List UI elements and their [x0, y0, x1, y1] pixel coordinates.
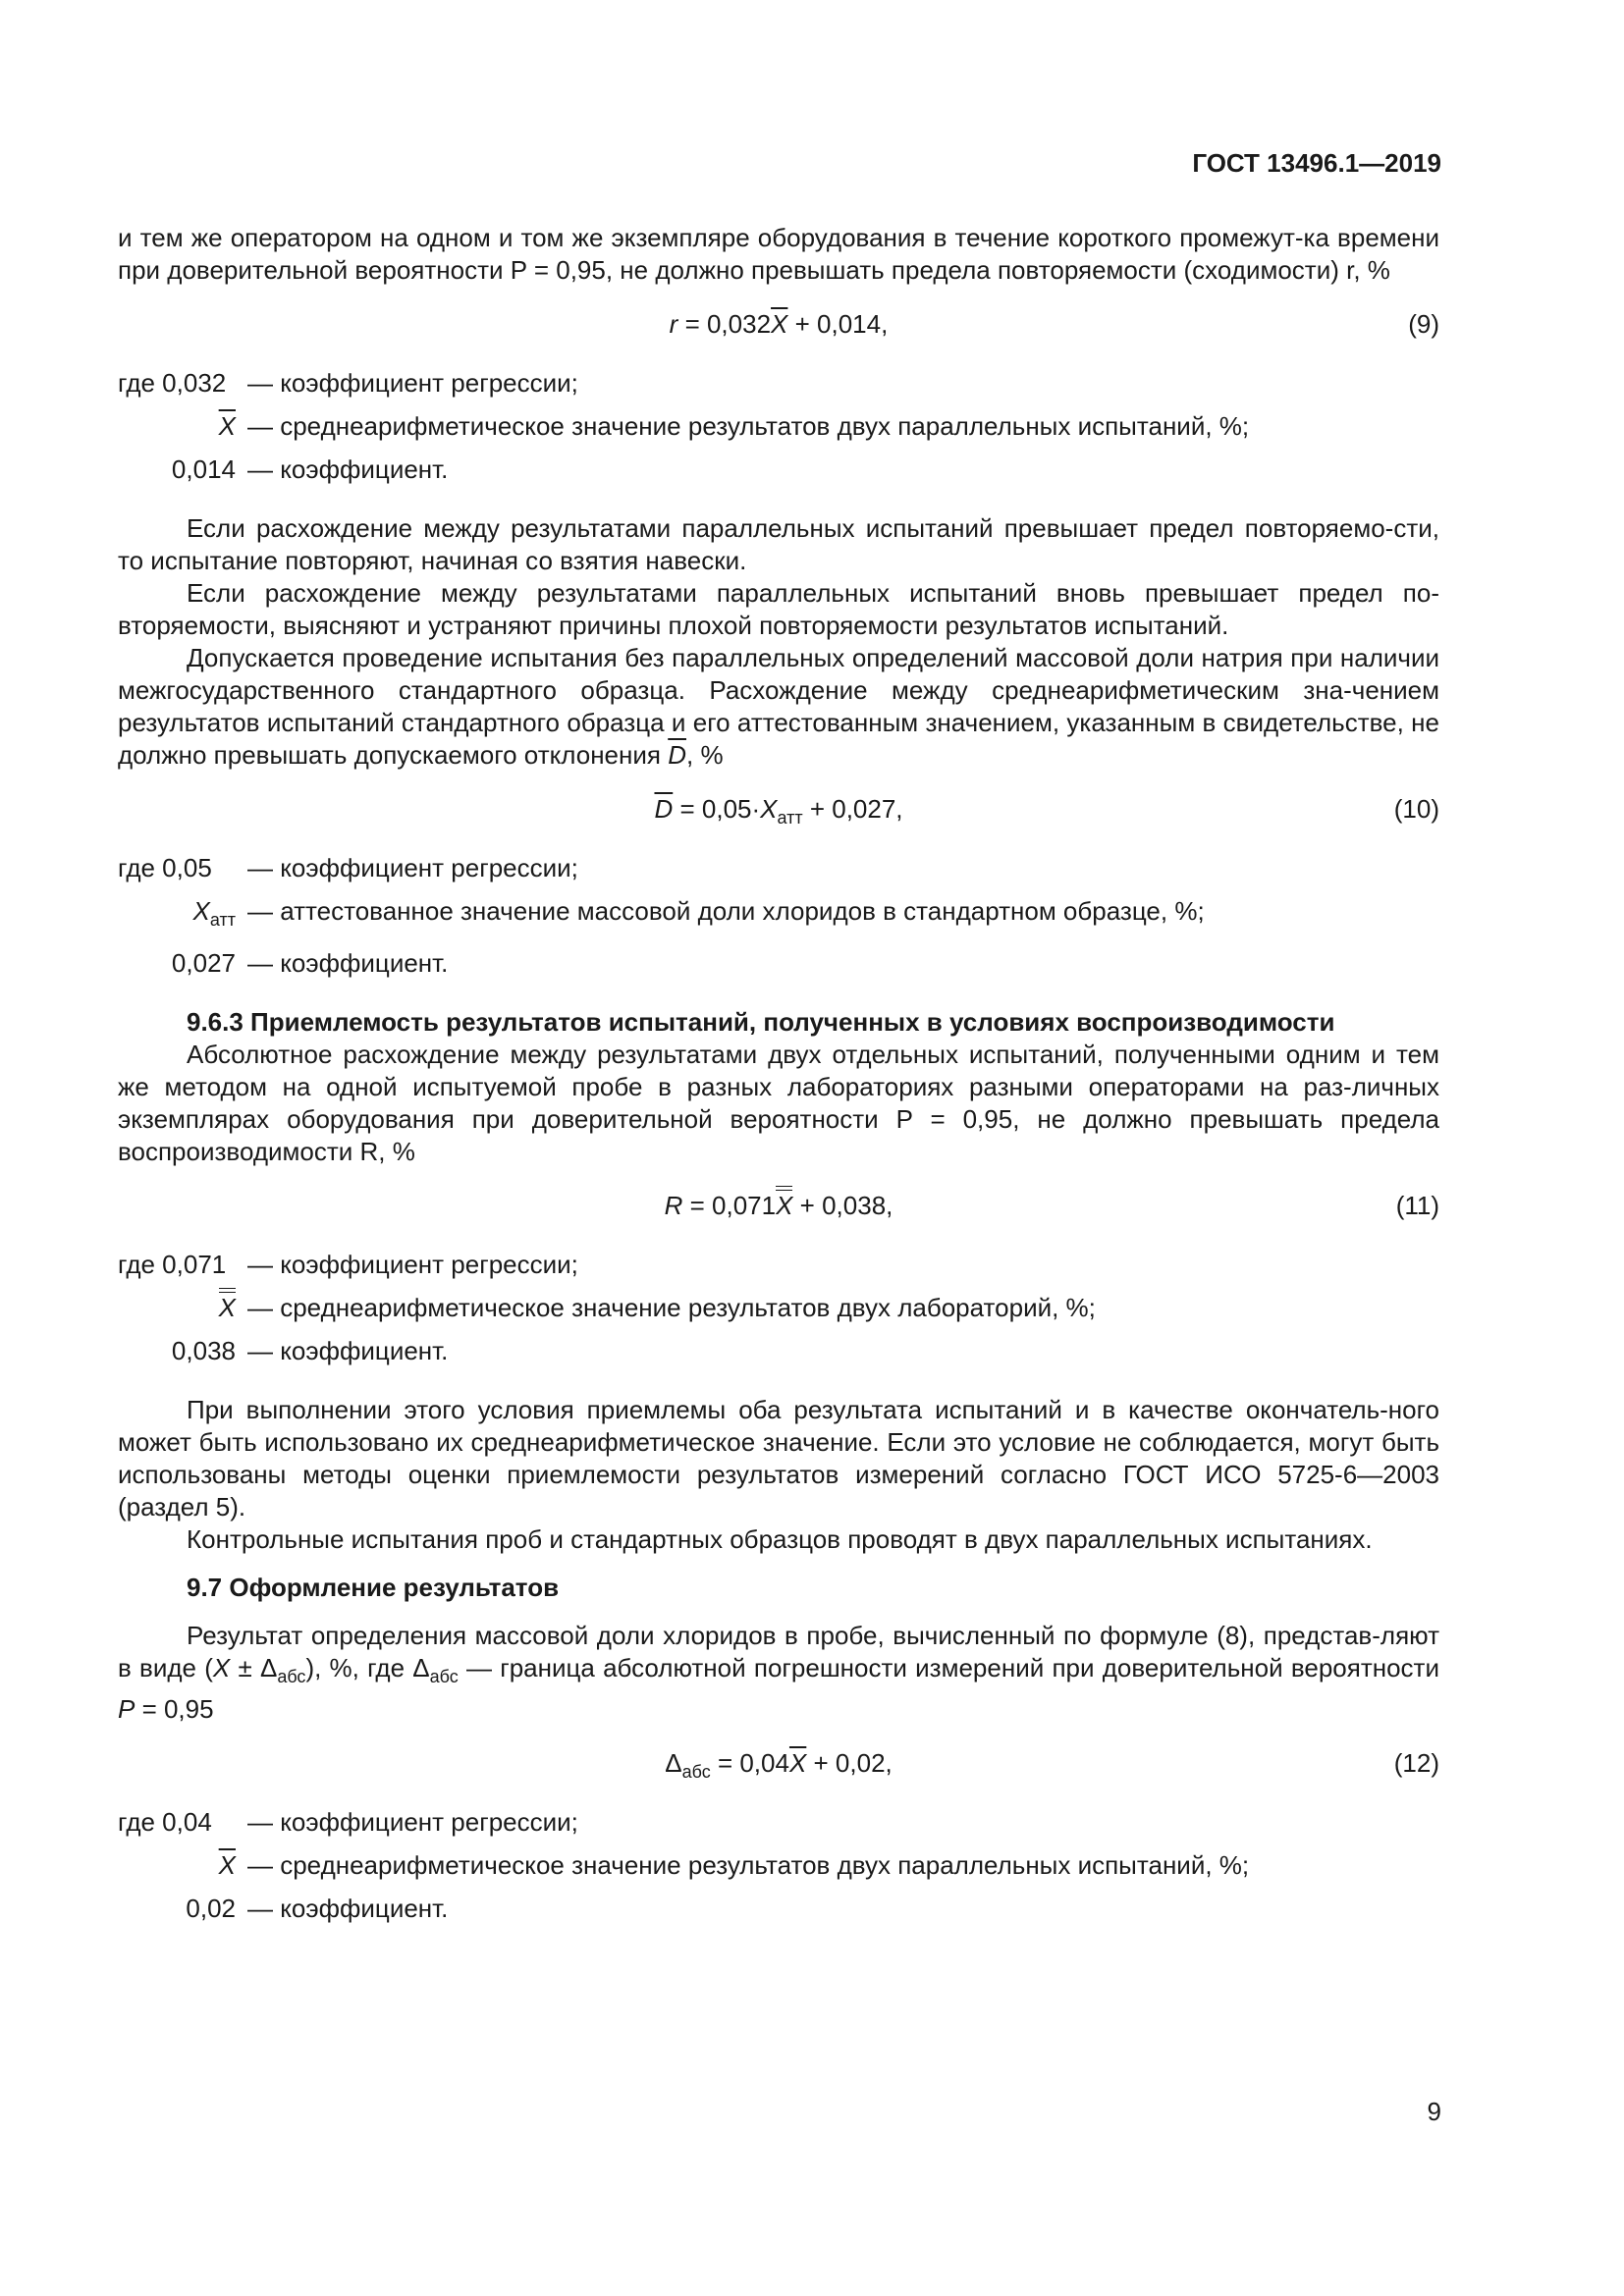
formula-12-eq: = 0,04: [710, 1748, 789, 1779]
section-heading-9-7: 9.7 Оформление результатов: [187, 1573, 560, 1603]
legend-row: [118, 1849, 1439, 1882]
legend-label: где 0,05: [118, 853, 212, 882]
legend-text: — коэффициент.: [247, 454, 449, 484]
legend-row: [118, 1335, 1439, 1367]
legend-text: — коэффициент регрессии;: [247, 853, 578, 882]
section-heading-9-6-3: 9.6.3 Приемлемость результатов испытаний, полученных в условиях воспроизводимости: [187, 1007, 1335, 1038]
legend-row: [118, 1806, 1439, 1839]
legend-text: — коэффициент регрессии;: [247, 1250, 578, 1280]
formula-11: [118, 1190, 1439, 1229]
formula-9-rest: + 0,014,: [787, 309, 889, 339]
formula-10-rest: + 0,027,: [802, 794, 903, 824]
formula-9-var: $\overline{X}$: [771, 309, 788, 339]
formula-11-rest: + 0,038,: [792, 1191, 893, 1221]
formula-11-var: X: [776, 1191, 793, 1221]
paragraph-4: Допускается проведение испытания без параллельных определений массовой доли натрия при наличии межгосударственного стандартного образца. Расхождение между среднеарифметическим зна-чением результатов испытаний стандартного образца и его аттестованным значением, указанным в свидетельстве, не должно превышать допускаемого отклонения $\overline{D}$, %: [118, 643, 1439, 770]
formula-10-number: (10): [1393, 794, 1439, 824]
page-number: 9: [1427, 2097, 1441, 2126]
formula-10: [118, 793, 1439, 832]
formula-10-eq: = 0,05·: [673, 794, 761, 824]
legend-row: [118, 1292, 1439, 1324]
document-header: ГОСТ 13496.1—2019: [1192, 148, 1441, 178]
formula-12-number: (12): [1393, 1748, 1439, 1779]
formula-10-lhs: $\overline{D}$: [654, 794, 674, 824]
legend-row: [118, 410, 1439, 443]
formula-9-eq: = 0,032: [677, 309, 772, 339]
legend-text: — среднеарифметическое значение результатов двух параллельных испытаний, %;: [247, 411, 1250, 441]
formula-9-lhs: r: [669, 309, 678, 339]
formula-11-lhs: R: [664, 1191, 683, 1221]
legend-12: [118, 1806, 1439, 1925]
legend-text: — коэффициент регрессии;: [247, 1807, 578, 1838]
legend-label: $\overline{X}$: [218, 411, 236, 441]
legend-9: [118, 367, 1439, 486]
legend-text: — коэффициент.: [247, 1336, 449, 1366]
legend-label: 0,02: [186, 1894, 236, 1924]
legend-text: — среднеарифметическое значение результатов двух параллельных испытаний, %;: [247, 1850, 1250, 1881]
document-body: [118, 222, 1439, 1936]
legend-row: [118, 895, 1439, 936]
legend-label: $\overline{X}$: [218, 1850, 236, 1881]
legend-label: где 0,04: [118, 1807, 212, 1838]
legend-label: X: [218, 1293, 236, 1323]
legend-text: — аттестованное значение массовой доли хлоридов в стандартном образце, %;: [247, 896, 1205, 926]
paragraph-1: и тем же оператором на одном и том же экземпляре оборудования в течение короткого промежут-ка времени при доверительной вероятности P = 0,95, не должно превышать предела повторяемости (сходимости) r, %: [118, 223, 1439, 285]
legend-label: 0,014: [171, 454, 236, 484]
legend-label: $X_{атт}$: [192, 896, 236, 931]
paragraph-8: Результат определения массовой доли хлоридов в пробе, вычисленный по формуле (8), представ-ляют в виде $(X \pm \Delta_{абс})$, %, где $\Delta_{абс}$ — граница абсолютной погрешности измерений при доверительной вероятности P = 0,95: [118, 1621, 1439, 1725]
legend-label: где 0,032: [118, 368, 227, 398]
paragraph-6: При выполнении этого условия приемлемы оба результата испытаний и в качестве окончатель-ного может быть использовано их среднеарифметическое значение. Если это условие не соблюдается, могут быть использованы методы оценки приемлемости результатов измерений согласно ГОСТ ИСО 5725-6—2003 (раздел 5).: [118, 1395, 1439, 1522]
paragraph-5: Абсолютное расхождение между результатами двух отдельных испытаний, полученными одним и тем же методом на одной испытуемой пробе в разных лабораториях разными операторами на раз-личных экземплярах оборудования при доверительной вероятности P = 0,95, не должно превышать предела воспроизводимости R, %: [118, 1040, 1439, 1167]
legend-label: где 0,071: [118, 1250, 227, 1280]
legend-11: [118, 1249, 1439, 1367]
legend-text: — коэффициент.: [247, 1894, 449, 1924]
formula-11-number: (11): [1395, 1191, 1439, 1221]
legend-row: [118, 852, 1439, 884]
formula-12-sub: абс: [681, 1762, 711, 1783]
paragraph-7: Контрольные испытания проб и стандартных образцов проводят в двух параллельных испытаниях.: [187, 1524, 1373, 1555]
formula-12: [118, 1747, 1439, 1787]
legend-text: — коэффициент регрессии;: [247, 368, 578, 398]
formula-9: [118, 308, 1439, 347]
legend-row: [118, 1249, 1439, 1281]
legend-row: [118, 367, 1439, 400]
legend-row: [118, 947, 1439, 980]
paragraph-3: Если расхождение между результатами параллельных испытаний вновь превышает предел по-вторяемости, выясняют и устраняют причины плохой повторяемости результатов испытаний.: [118, 578, 1439, 640]
legend-row: [118, 454, 1439, 486]
legend-row: [118, 1893, 1439, 1925]
formula-10-x: X: [760, 794, 778, 824]
formula-10-sub: атт: [777, 808, 803, 828]
formula-12-var: $\overline{X}$: [788, 1748, 807, 1779]
formula-12-lhs: Δ: [665, 1748, 682, 1779]
formula-11-eq: = 0,071: [682, 1191, 777, 1221]
legend-10: [118, 852, 1439, 980]
formula-9-number: (9): [1408, 309, 1439, 339]
legend-label: 0,027: [171, 948, 236, 979]
legend-text: — среднеарифметическое значение результатов двух лабораторий, %;: [247, 1293, 1096, 1323]
legend-text: — коэффициент.: [247, 948, 449, 979]
paragraph-4-var: $\overline{D}$: [668, 740, 686, 770]
formula-12-rest: + 0,02,: [806, 1748, 893, 1779]
paragraph-2: Если расхождение между результатами параллельных испытаний превышает предел повторяемо-сти, то испытание повторяют, начиная со взятия навески.: [118, 513, 1439, 575]
legend-label: 0,038: [171, 1336, 236, 1366]
